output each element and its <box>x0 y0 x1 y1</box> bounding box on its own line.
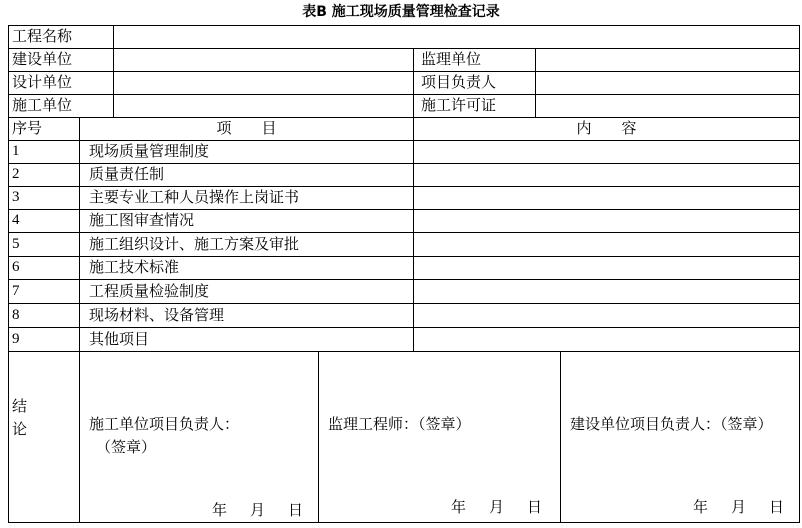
construction-permit-label: 施工许可证 <box>421 96 497 114</box>
row-number: 9 <box>12 331 20 347</box>
row-item: 工程质量检验制度 <box>89 282 210 300</box>
table-line <box>560 351 561 522</box>
table-line <box>799 25 800 523</box>
table-line <box>413 48 414 117</box>
row-number: 3 <box>12 189 20 205</box>
row-item: 主要专业工种人员操作上岗证书 <box>89 188 300 206</box>
table-line <box>8 25 800 26</box>
content-column-header: 内 容 <box>576 119 637 137</box>
builder-seal-label: （签章） <box>96 438 157 456</box>
row-item: 其他项目 <box>89 330 150 348</box>
builder-signer-label: 施工单位项目负责人： <box>89 415 240 433</box>
design-unit-label: 设计单位 <box>12 73 73 91</box>
project-manager-label: 项目负责人 <box>421 73 497 91</box>
row-item: 施工技术标准 <box>89 258 180 276</box>
row-number: 6 <box>12 259 20 275</box>
table-line <box>318 351 319 522</box>
table-line <box>8 351 800 352</box>
row-item: 质量责任制 <box>89 165 165 183</box>
row-item: 施工图审查情况 <box>89 211 195 229</box>
conclusion-label-2: 论 <box>12 420 28 438</box>
project-name-label: 工程名称 <box>12 27 73 45</box>
table-line <box>113 25 114 117</box>
table-line <box>8 94 800 95</box>
owner-date: 年 月 日 <box>693 498 789 516</box>
builder-unit-label: 施工单位 <box>12 96 73 114</box>
table-line <box>413 117 414 351</box>
supervisor-signer-label: 监理工程师：（签章） <box>328 415 471 433</box>
conclusion-label-1: 结 <box>12 397 28 415</box>
table-line <box>8 25 9 523</box>
row-item: 施工组织设计、施工方案及审批 <box>89 235 300 253</box>
row-number: 5 <box>12 236 20 252</box>
item-column-header: 项 目 <box>216 119 277 137</box>
row-number: 1 <box>12 143 20 159</box>
table-line <box>8 48 800 49</box>
seq-column-header: 序号 <box>12 119 43 137</box>
construction-unit-label: 建设单位 <box>12 50 73 68</box>
supervisor-date: 年 月 日 <box>451 498 547 516</box>
table-line <box>535 48 536 117</box>
row-number: 7 <box>12 283 20 299</box>
builder-date: 年 月 日 <box>212 501 308 519</box>
table-line <box>8 522 800 523</box>
owner-signer-label: 建设单位项目负责人：（签章） <box>570 415 773 433</box>
row-number: 8 <box>12 307 20 323</box>
row-number: 4 <box>12 212 20 228</box>
supervision-unit-label: 监理单位 <box>421 50 482 68</box>
page-title: 表B 施工现场质量管理检查记录 <box>302 4 500 20</box>
table-line <box>79 117 80 522</box>
row-item: 现场材料、设备管理 <box>89 306 225 324</box>
table-line <box>8 71 800 72</box>
row-number: 2 <box>12 166 20 182</box>
row-item: 现场质量管理制度 <box>89 142 210 160</box>
